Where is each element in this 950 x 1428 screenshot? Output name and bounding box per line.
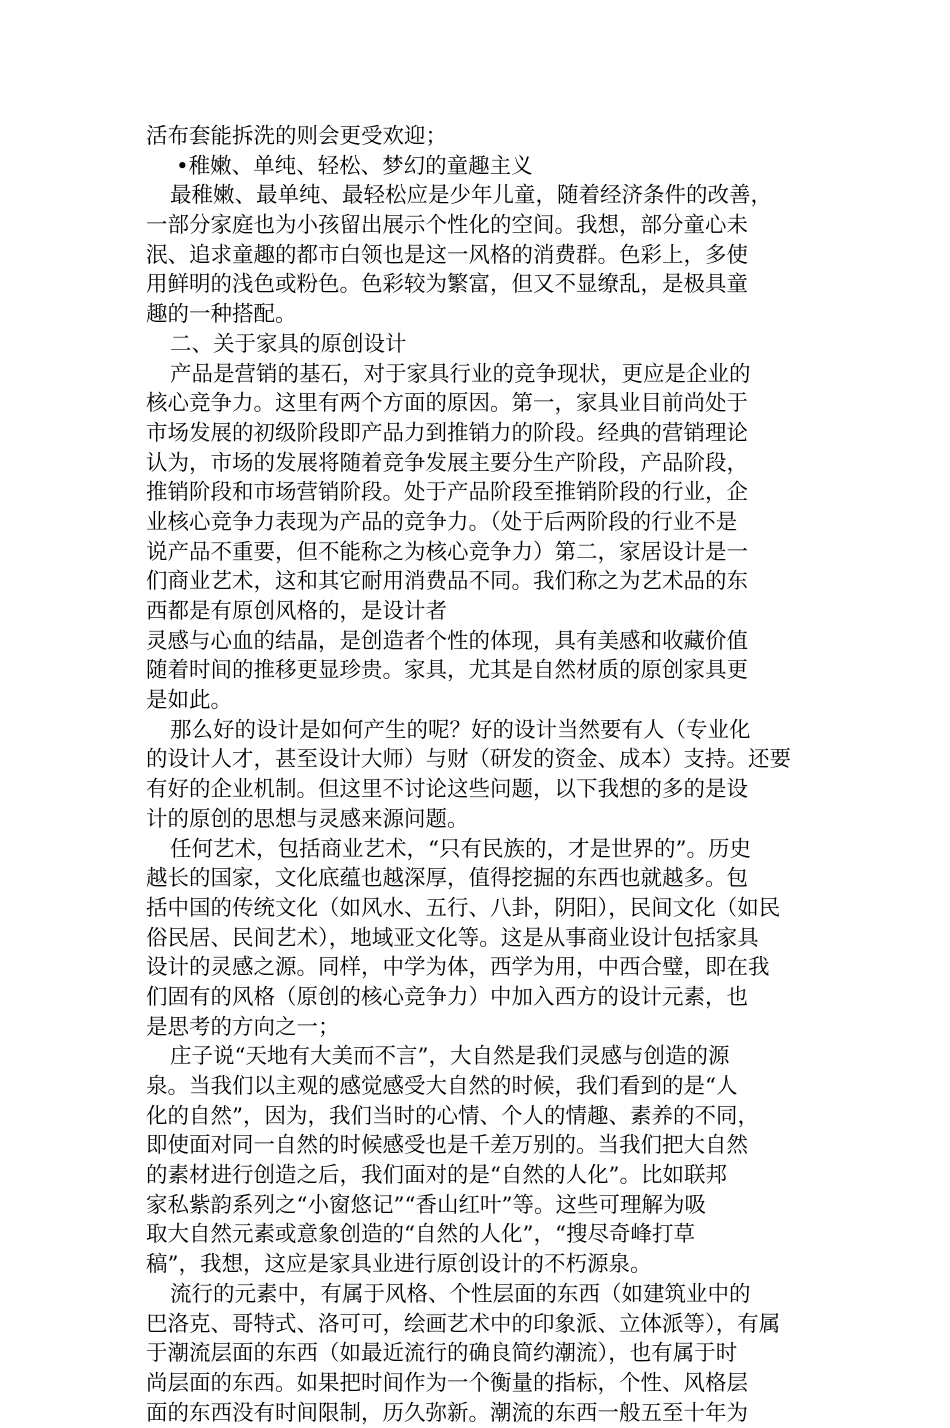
text-line: 认为，市场的发展将随着竞争发展主要分生产阶段，产品阶段， bbox=[146, 450, 749, 476]
text-line: 巴洛克、哥特式、洛可可，绘画艺术中的印象派、立体派等），有属 bbox=[146, 1311, 781, 1337]
text-line: 是思考的方向之一； bbox=[146, 1014, 340, 1040]
text-line: 市场发展的初级阶段即产品力到推销力的阶段。经典的营销理论 bbox=[146, 420, 749, 446]
text-line: 设计的灵感之源。同样，中学为体，西学为用，中西合璧，即在我 bbox=[146, 955, 770, 981]
text-line: 流行的元素中，有属于风格、个性层面的东西（如建筑业中的 bbox=[170, 1281, 751, 1307]
text-line: 泉。当我们以主观的感觉感受大自然的时候，我们看到的是“人 bbox=[146, 1074, 738, 1099]
text-line: 推销阶段和市场营销阶段。处于产品阶段至推销阶段的行业，企 bbox=[146, 480, 749, 506]
text-line: 的设计人才，甚至设计大师）与财（研发的资金、成本）支持。还要 bbox=[146, 747, 792, 773]
text-line: 俗民居、民间艺术），地域亚文化等。这是从事商业设计包括家具 bbox=[146, 925, 759, 951]
text-line: 于潮流层面的东西（如最近流行的确良简约潮流），也有属于时 bbox=[146, 1341, 738, 1367]
body-text bbox=[146, 122, 806, 1428]
text-line: 随着时间的推移更显珍贵。家具，尤其是自然材质的原创家具更 bbox=[146, 658, 749, 684]
text-line: 那么好的设计是如何产生的呢？好的设计当然要有人（专业化 bbox=[170, 717, 751, 743]
text-line: 趣的一种搭配。 bbox=[146, 302, 297, 328]
text-line: 庄子说“天地有大美而不言”，大自然是我们灵感与创造的源 bbox=[170, 1044, 730, 1070]
text-line: 括中国的传统文化（如风水、五行、八卦，阴阳），民间文化（如民 bbox=[146, 895, 781, 921]
text-line: 取大自然元素或意象创造的“自然的人化”，“搜尽奇峰打草 bbox=[146, 1222, 695, 1248]
text-line: 一部分家庭也为小孩留出展示个性化的空间。我想，部分童心未 bbox=[146, 213, 749, 239]
text-line: 产品是营销的基石，对于家具行业的竞争现状，更应是企业的 bbox=[170, 361, 751, 387]
text-line: 越长的国家，文化底蕴也越深厚，值得挖掘的东西也就越多。包 bbox=[146, 866, 749, 892]
text-line: 任何艺术，包括商业艺术，“只有民族的，才是世界的”。历史 bbox=[170, 836, 751, 862]
text-line: 泯、追求童趣的都市白领也是这一风格的消费群。色彩上，多使 bbox=[146, 242, 749, 268]
text-line: 稿”，我想，这应是家具业进行原创设计的不朽源泉。 bbox=[146, 1252, 652, 1278]
text-line: 面的东西没有时间限制，历久弥新。潮流的东西一般五至十年为 bbox=[146, 1400, 749, 1426]
text-line: 活布套能拆洗的则会更受欢迎； bbox=[146, 124, 448, 149]
text-line: 的素材进行创造之后，我们面对的是“自然的人化”。比如联邦 bbox=[146, 1163, 727, 1189]
bullet-heading: •稚嫩、单纯、轻松、梦幻的童趣主义 bbox=[176, 153, 533, 179]
text-line: 尚层面的东西。如果把时间作为一个衡量的指标，个性、风格层 bbox=[146, 1370, 749, 1396]
text-line: 西都是有原创风格的，是设计者 bbox=[146, 599, 448, 624]
text-line: 用鲜明的浅色或粉色。色彩较为繁富，但又不显缭乱，是极具童 bbox=[146, 272, 749, 298]
text-line: 们商业艺术，这和其它耐用消费品不同。我们称之为艺术品的东 bbox=[146, 569, 749, 595]
text-line: 有好的企业机制。但这里不讨论这些问题，以下我想的多的是设 bbox=[146, 777, 749, 803]
text-line: 们固有的风格（原创的核心竞争力）中加入西方的设计元素，也 bbox=[146, 984, 749, 1010]
text-line: 灵感与心血的结晶，是创造者个性的体现，具有美感和收藏价值 bbox=[146, 628, 749, 654]
text-line: 家私紫韵系列之“小窗悠记”“香山红叶”等。这些可理解为吸 bbox=[146, 1192, 706, 1218]
text-line: 说产品不重要，但不能称之为核心竞争力）第二，家居设计是一 bbox=[146, 539, 749, 565]
text-line: 即使面对同一自然的时候感受也是千差万别的。当我们把大自然 bbox=[146, 1133, 749, 1159]
text-line: 计的原创的思想与灵感来源问题。 bbox=[146, 806, 469, 832]
text-line: 化的自然”，因为，我们当时的心情、个人的情趣、素养的不同， bbox=[146, 1103, 759, 1129]
text-line: 是如此。 bbox=[146, 688, 233, 714]
text-line: 核心竞争力。这里有两个方面的原因。第一，家具业目前尚处于 bbox=[146, 391, 749, 417]
section-heading: 二、关于家具的原创设计 bbox=[170, 331, 407, 357]
text-line: 业核心竞争力表现为产品的竞争力。（处于后两阶段的行业不是 bbox=[146, 509, 738, 535]
text-line: 最稚嫩、最单纯、最轻松应是少年儿童，随着经济条件的改善， bbox=[170, 183, 773, 209]
